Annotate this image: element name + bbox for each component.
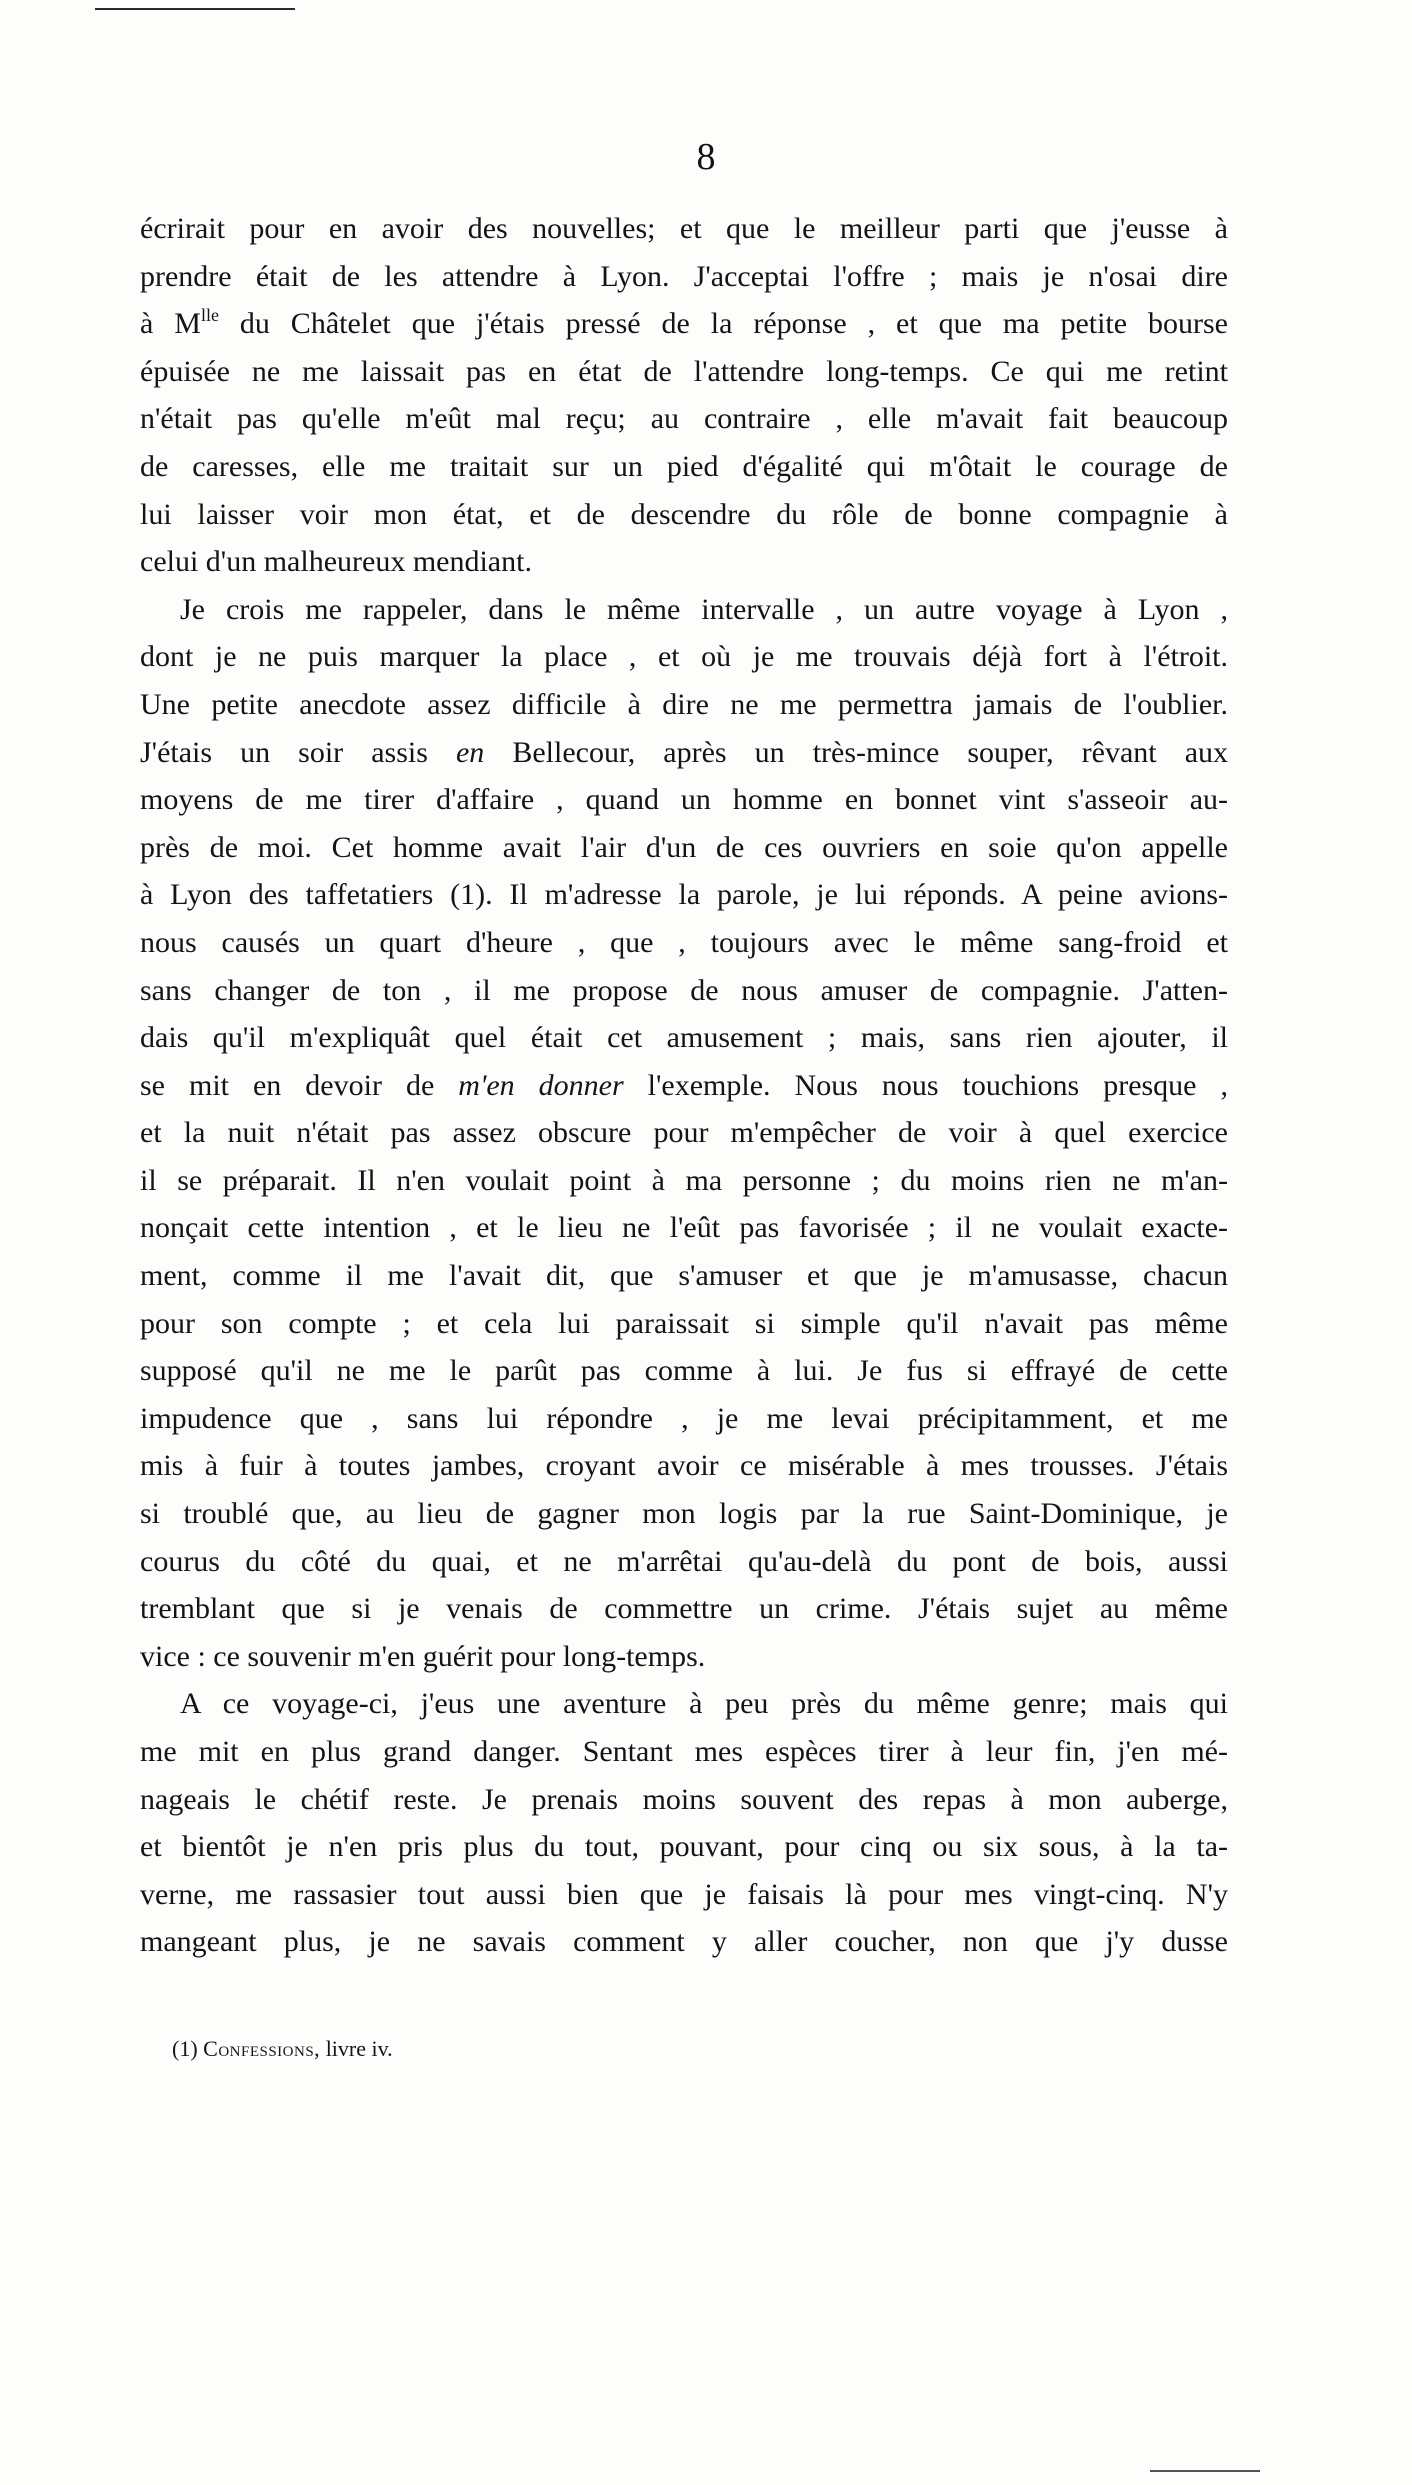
text-fragment: J'étais un soir assis [140,735,428,769]
text-line: dont je ne puis marquer la place , et où je me trouvais déjà fort à l'étroit. [140,640,1228,674]
text-line: verne, me rassasier tout aussi bien que je faisais là pour mes vingt-cinq. N'y [140,1877,1228,1911]
text-fragment: se mit en devoir de [140,1068,435,1102]
text-line: sans changer de ton , il me propose de nous amuser de compagnie. J'atten- [140,973,1228,1007]
text-line: près de moi. Cet homme avait l'air d'un de ces ouvriers en soie qu'on appelle [140,830,1228,864]
text-line: nonçait cette intention , et le lieu ne l'eût pas favorisée ; il ne voulait exacte- [140,1211,1228,1245]
footnote [172,2038,393,2060]
text-line: impudence que , sans lui répondre , je me levai précipitamment, et me [140,1401,1228,1435]
text-line: nageais le chétif reste. Je prenais moins souvent des repas à mon auberge, [140,1782,1228,1816]
footnote-source: Confessions, [203,2036,321,2061]
text-line: me mit en plus grand danger. Sentant mes espèces tirer à leur fin, j'en mé- [140,1735,1228,1768]
text-line: prendre était de les attendre à Lyon. J'acceptai l'offre ; mais je n'osai dire [140,259,1228,293]
text-line: épuisée ne me laissait pas en état de l'attendre long-temps. Ce qui me retint [140,354,1228,388]
text-line: supposé qu'il ne me le parût pas comme à lui. Je fus si effrayé de cette [140,1354,1228,1388]
text-line: vice : ce souvenir m'en guérit pour long-temps. [140,1639,706,1673]
body-text [140,205,1228,1966]
footnote-ref: livre iv. [325,2036,393,2061]
text-line: Une petite anecdote assez difficile à dire ne me permettra jamais de l'oublier. [140,687,1228,721]
italic-word: en [455,735,485,769]
top-rule [95,8,295,10]
text-line: celui d'un malheureux mendiant. [140,545,532,579]
text-fragment: Bellecour, après un très-mince souper, rêvant aux [484,735,1229,769]
footnote-marker: (1) [172,2036,198,2061]
text-line: écrirait pour en avoir des nouvelles; et que le meilleur parti que j'eusse à [140,212,1228,245]
text-line: il se préparait. Il n'en voulait point à ma personne ; du moins rien ne m'an- [140,1163,1228,1197]
italic-phrase: m'en donner [458,1068,624,1102]
text-line: mis à fuir à toutes jambes, croyant avoir ce misérable à mes trousses. J'étais [140,1449,1228,1483]
text-line: à Lyon des taffetatiers (1). Il m'adresse la parole, je lui réponds. A peine avions- [140,878,1228,912]
text-line: dais qu'il m'expliquât quel était cet amusement ; mais, sans rien ajouter, il [140,1021,1228,1055]
text-line: courus du côté du quai, et ne m'arrêtai qu'au-delà du pont de bois, aussi [140,1544,1228,1578]
text-line [140,1062,1228,1110]
text-line [140,300,1228,348]
text-fragment: à M [140,307,201,341]
superscript: lle [200,305,219,326]
text-line: lui laisser voir mon état, et de descendre du rôle de bonne compagnie à [140,497,1228,531]
text-line: et la nuit n'était pas assez obscure pour m'empêcher de voir à quel exercice [140,1116,1228,1150]
text-line: ment, comme il me l'avait dit, que s'amuser et que je m'amusasse, chacun [140,1259,1228,1293]
text-line: n'était pas qu'elle m'eût mal reçu; au contraire , elle m'avait fait beaucoup [140,402,1228,436]
text-line: et bientôt je n'en pris plus du tout, pouvant, pour cinq ou six sous, à la ta- [140,1830,1228,1864]
text-line: de caresses, elle me traitait sur un pied d'égalité qui m'ôtait le courage de [140,449,1228,483]
text-fragment: l'exemple. Nous nous touchions presque , [623,1068,1228,1102]
text-line: pour son compte ; et cela lui paraissait si simple qu'il n'avait pas même [140,1306,1228,1340]
bottom-rule [1150,2470,1260,2472]
text-line: A ce voyage-ci, j'eus une aventure à peu près du même genre; mais qui [180,1687,1228,1721]
text-fragment: du Châtelet que j'étais pressé de la réponse , et que ma petite bourse [218,307,1228,341]
text-line: nous causés un quart d'heure , que , toujours avec le même sang-froid et [140,925,1228,959]
text-line: tremblant que si je venais de commettre un crime. J'étais sujet au même [140,1592,1228,1626]
text-line: moyens de me tirer d'affaire , quand un homme en bonnet vint s'asseoir au- [140,783,1228,817]
text-line: si troublé que, au lieu de gagner mon logis par la rue Saint-Dominique, je [140,1497,1228,1531]
text-line [140,729,1228,777]
text-line: Je crois me rappeler, dans le même intervalle , un autre voyage à Lyon , [180,592,1228,626]
page-number: 8 [696,136,716,178]
text-line: mangeant plus, je ne savais comment y aller coucher, non que j'y dusse [140,1925,1228,1959]
